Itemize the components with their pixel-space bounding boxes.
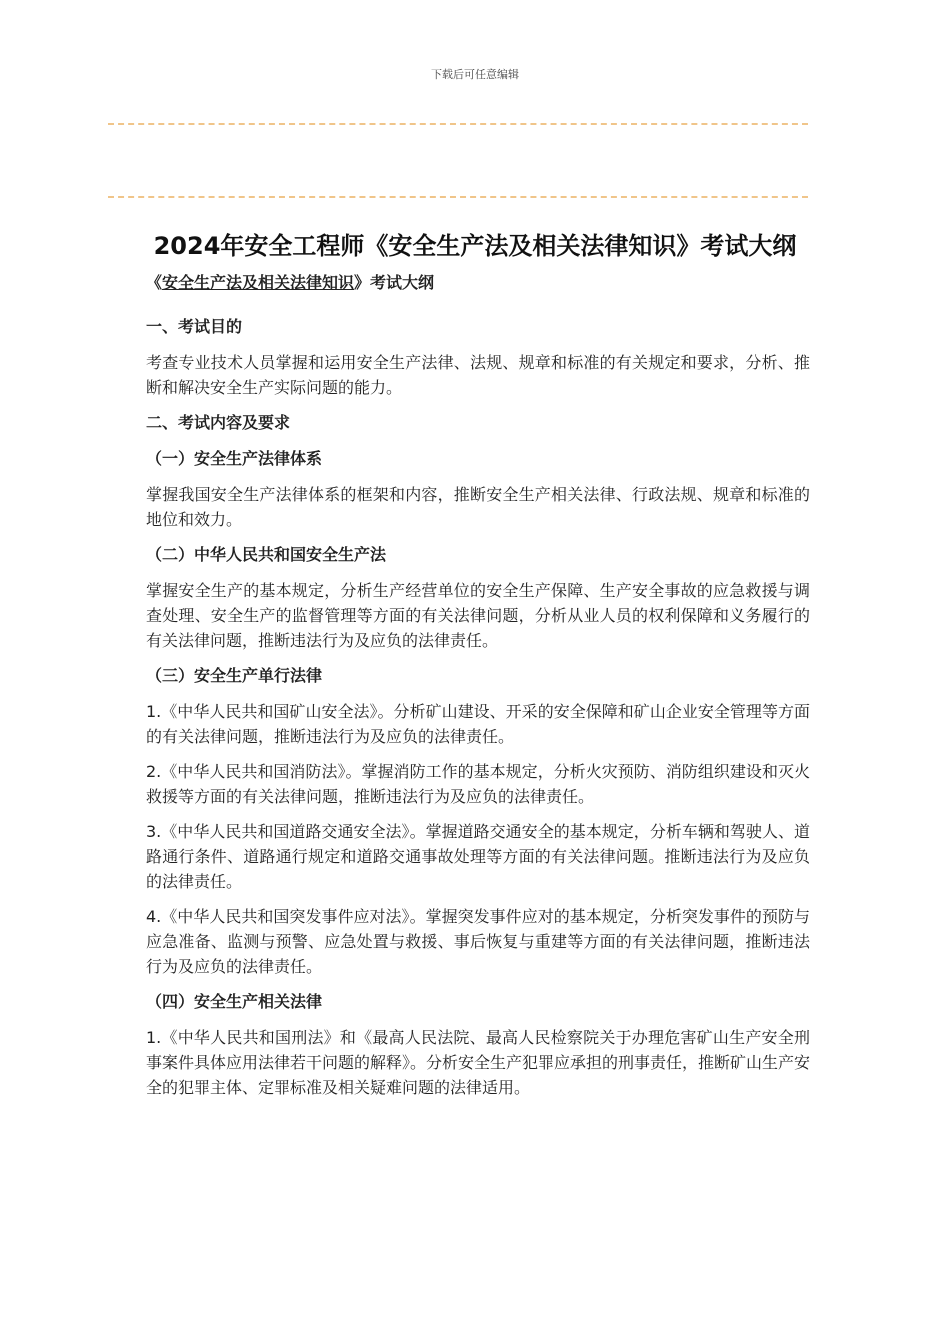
subtitle-suffix: 》考试大纲	[354, 273, 435, 292]
subtitle-prefix: 《	[146, 273, 163, 292]
document-body	[146, 270, 810, 1110]
section-heading: 二、考试内容及要求	[146, 413, 291, 432]
document-subtitle	[146, 270, 810, 296]
section-heading: （四）安全生产相关法律	[146, 992, 323, 1011]
document-title: 2024年安全工程师《安全生产法及相关法律知识》考试大纲	[153, 232, 797, 260]
section-paragraph: 掌握我国安全生产法律体系的框架和内容，推断安全生产相关法律、行政法规、规章和标准的地位和效力。	[146, 485, 810, 529]
section-paragraph: 掌握安全生产的基本规定，分析生产经营单位的安全生产保障、生产安全事故的应急救援与调查处理、安全生产的监督管理等方面的有关法律问题，分析从业人员的权利保障和义务履行的有关法律问题，推断违法行为及应负的法律责任。	[146, 581, 810, 650]
section-heading: 一、考试目的	[146, 317, 243, 336]
section-heading: （一）安全生产法律体系	[146, 449, 323, 468]
section-paragraph: 3.《中华人民共和国道路交通安全法》。掌握道路交通安全的基本规定，分析车辆和驾驶人、道路通行条件、道路通行规定和道路交通事故处理等方面的有关法律问题。推断违法行为及应负的法律责任。	[146, 822, 810, 891]
section-paragraph: 1.《中华人民共和国刑法》和《最高人民法院、最高人民检察院关于办理危害矿山生产安全刑事案件具体应用法律若干问题的解释》。分析安全生产犯罪应承担的刑事责任，推断矿山生产安全的犯罪主体、定罪标准及相关疑难问题的法律适用。	[146, 1028, 811, 1097]
section-paragraph: 考查专业技术人员掌握和运用安全生产法律、法规、规章和标准的有关规定和要求，分析、推断和解决安全生产实际问题的能力。	[146, 353, 810, 397]
section-paragraph: 1.《中华人民共和国矿山安全法》。分析矿山建设、开采的安全保障和矿山企业安全管理等方面的有关法律问题，推断违法行为及应负的法律责任。	[146, 702, 810, 746]
header-note: 下载后可任意编辑	[431, 68, 519, 81]
section-heading: （三）安全生产单行法律	[146, 666, 323, 685]
subtitle-underlined: 安全生产法及相关法律知识	[162, 273, 355, 292]
section-paragraph: 4.《中华人民共和国突发事件应对法》。掌握突发事件应对的基本规定，分析突发事件的预防与应急准备、监测与预警、应急处置与救援、事后恢复与重建等方面的有关法律问题，推断违法行为及应负的法律责任。	[146, 907, 810, 976]
bottom-dashed-divider	[108, 196, 808, 198]
top-dashed-divider	[108, 123, 808, 125]
section-paragraph: 2.《中华人民共和国消防法》。掌握消防工作的基本规定，分析火灾预防、消防组织建设和灭火救援等方面的有关法律问题，推断违法行为及应负的法律责任。	[146, 762, 810, 806]
sections-container	[146, 314, 810, 1100]
section-heading: （二）中华人民共和国安全生产法	[146, 545, 387, 564]
